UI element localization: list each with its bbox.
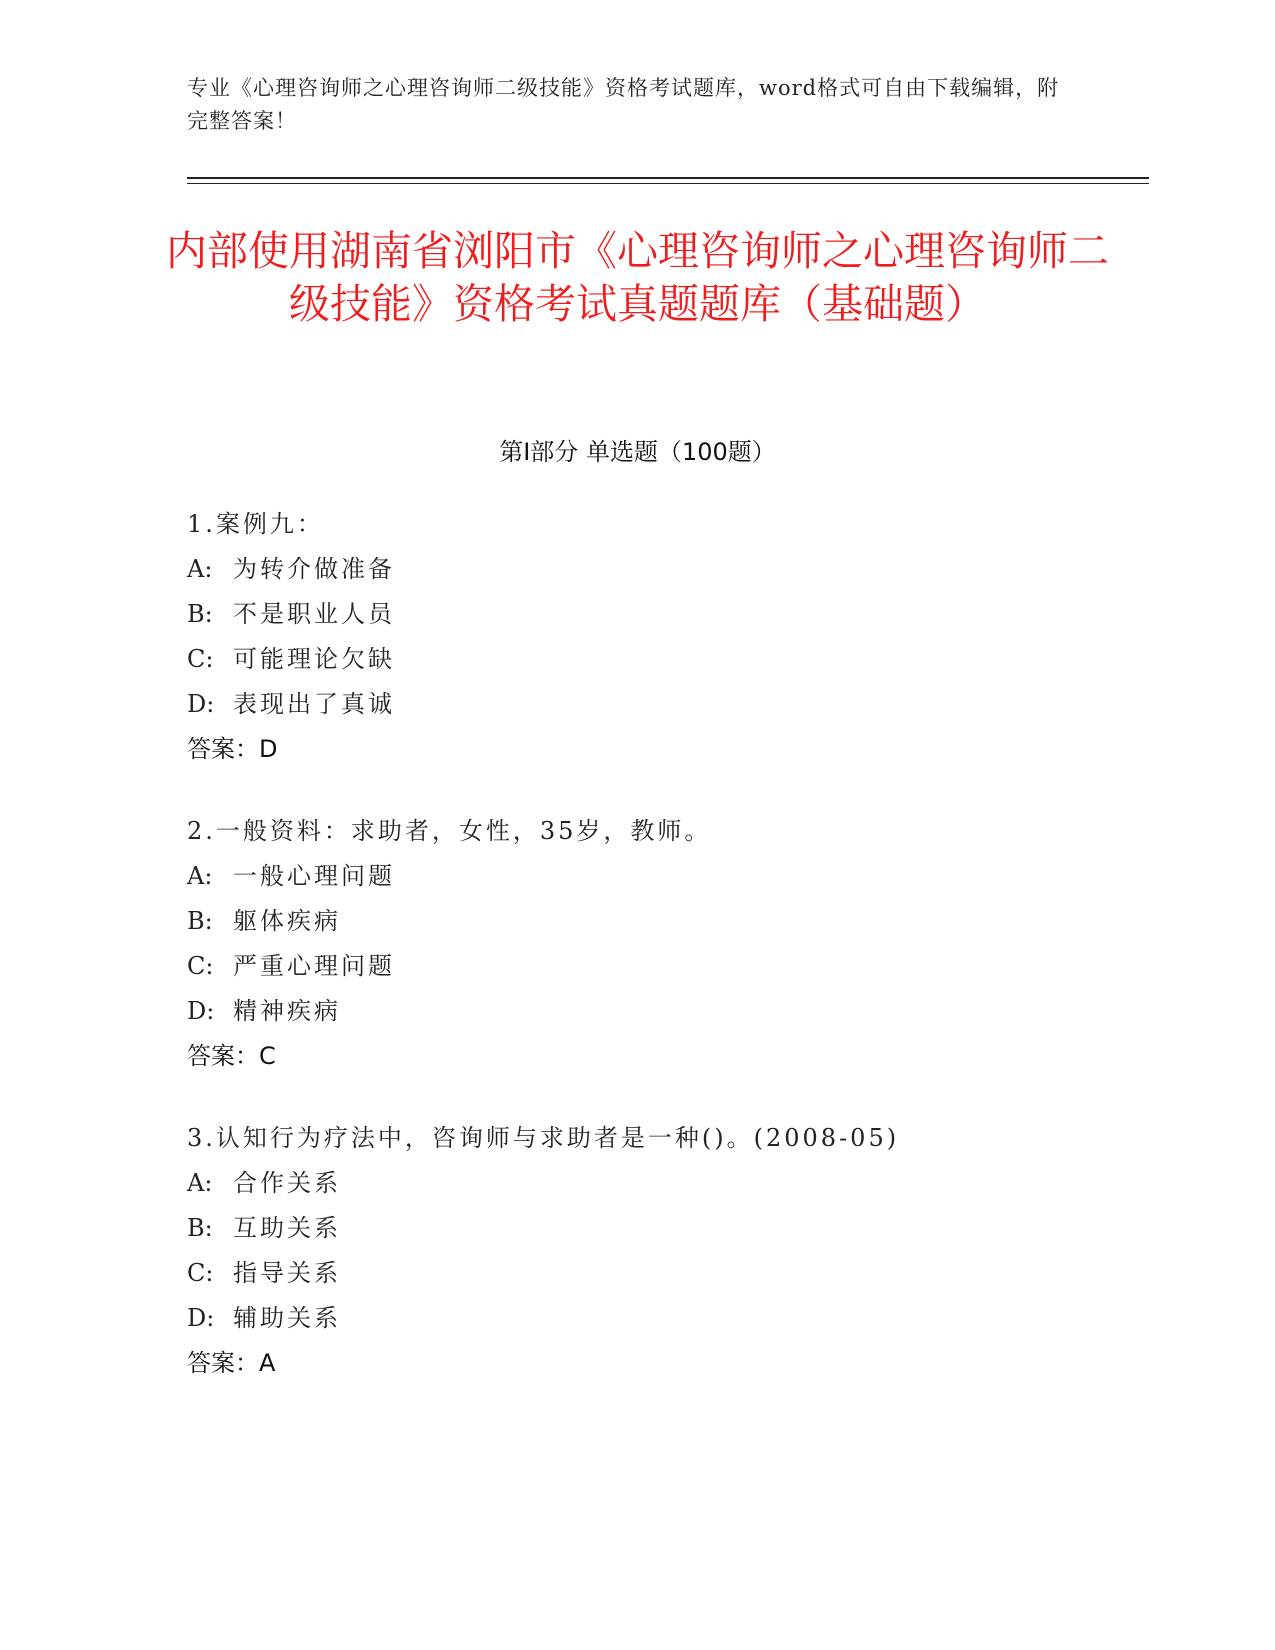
answer: 答案：C <box>187 1042 276 1070</box>
section-heading: 第Ⅰ部分 单选题（100题） <box>499 438 776 466</box>
option-letter: C: <box>187 645 214 673</box>
option-text: 为转介做准备 <box>233 555 395 583</box>
option-text: 可能理论欠缺 <box>233 645 395 673</box>
option-b <box>187 1206 1137 1251</box>
option-letter: D: <box>187 1304 215 1332</box>
header-rule-thin <box>187 183 1149 184</box>
option-letter: B: <box>187 907 213 935</box>
option-b <box>187 899 1137 944</box>
option-text: 表现出了真诚 <box>233 690 395 718</box>
option-c <box>187 944 1137 989</box>
answer: 答案：D <box>187 735 278 763</box>
option-text: 躯体疾病 <box>233 907 341 935</box>
option-text: 辅助关系 <box>233 1304 341 1332</box>
option-letter: B: <box>187 1214 213 1242</box>
question-2 <box>187 809 1137 1079</box>
option-letter: D: <box>187 997 215 1025</box>
question-1 <box>187 502 1137 772</box>
question-stem: 2.一般资料：求助者，女性，35岁，教师。 <box>187 817 712 845</box>
option-a <box>187 547 1137 592</box>
option-d <box>187 682 1137 727</box>
option-letter: D: <box>187 690 215 718</box>
question-3 <box>187 1116 1137 1386</box>
option-c <box>187 637 1137 682</box>
answer: 答案：A <box>187 1349 276 1377</box>
option-letter: C: <box>187 1259 214 1287</box>
question-stem: 1.案例九： <box>187 510 324 538</box>
option-text: 指导关系 <box>233 1259 341 1287</box>
option-a <box>187 1161 1137 1206</box>
option-b <box>187 592 1137 637</box>
option-text: 一般心理问题 <box>233 862 395 890</box>
option-d <box>187 1296 1137 1341</box>
option-letter: A: <box>187 555 213 583</box>
option-text: 互助关系 <box>233 1214 341 1242</box>
header-note: 专业《心理咨询师之心理咨询师二级技能》资格考试题库，word格式可自由下载编辑，附完整答案！ <box>187 76 1060 133</box>
question-stem: 3.认知行为疗法中，咨询师与求助者是一种()。(2008-05) <box>187 1124 900 1152</box>
option-letter: C: <box>187 952 214 980</box>
option-text: 合作关系 <box>233 1169 341 1197</box>
option-c <box>187 1251 1137 1296</box>
option-letter: A: <box>187 862 213 890</box>
option-text: 不是职业人员 <box>233 600 395 628</box>
option-text: 精神疾病 <box>233 997 341 1025</box>
header-rule-thick <box>187 177 1149 179</box>
option-a <box>187 854 1137 899</box>
option-text: 严重心理问题 <box>233 952 395 980</box>
option-d <box>187 989 1137 1034</box>
option-letter: B: <box>187 600 213 628</box>
option-letter: A: <box>187 1169 213 1197</box>
document-title: 内部使用湖南省浏阳市《心理咨询师之心理咨询师二级技能》资格考试真题题库（基础题） <box>166 227 1109 328</box>
